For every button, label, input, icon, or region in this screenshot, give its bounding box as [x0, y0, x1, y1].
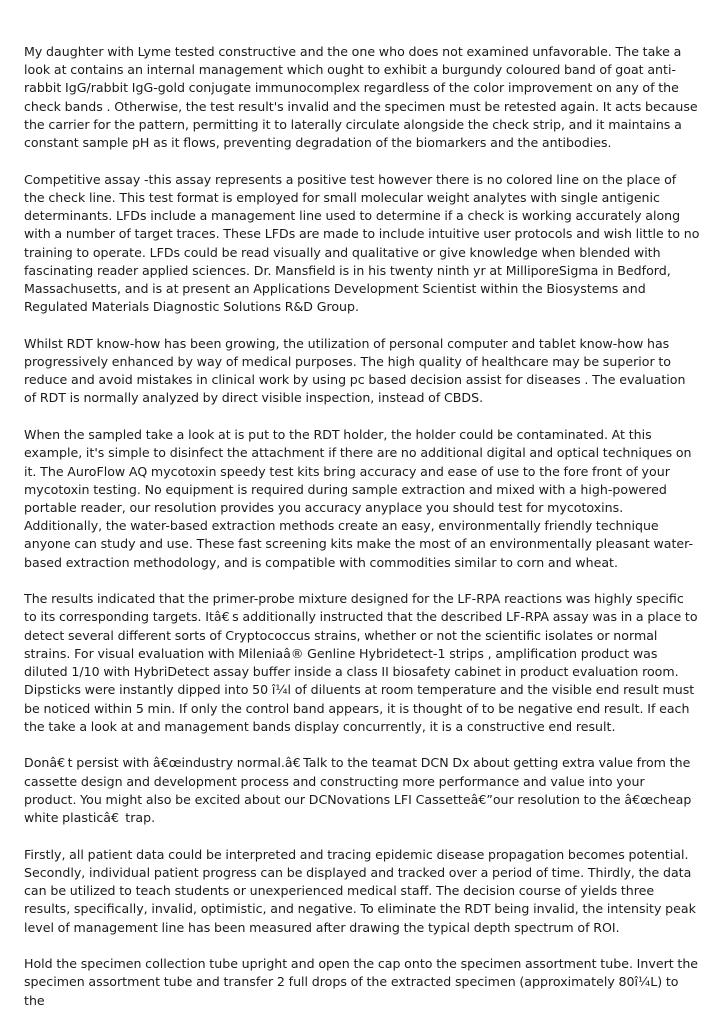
paragraph-4: When the sampled take a look at is put to the RDT holder, the holder could be contaminated. At this example, it's simple to disinfect the attachment if there are no additional digital and optical techniques on it. The AuroFlow AQ mycotoxin speedy test kits bring accuracy and ease of use to the fore front of your mycotoxin testing. No equipment is required during sample extraction and mixed with a high-powered portable reader, our resolution provides you accuracy anyplace you should test for mycotoxins. Additionally, the water-based extraction methods create an easy, environmentally friendly technique anyone can study and use. These fast screening kits make the most of an environmentally pleasant water-based extraction methodology, and is compatible with commodities similar to corn and wheat.	[24, 427, 694, 570]
paragraph-6: Donâ€ t persist with â€œindustry normal.â€ Talk to the teamat DCN Dx about getting extra value from the cassette design and development process and constructing more performance and value into your product. You might also be excited about our DCNovations LFI Cassetteâ€”our resolution to the â€œcheap white plasticâ€ trap.	[24, 755, 692, 826]
paragraph-2: Competitive assay -this assay represents a positive test however there is no colored line on the place of the check line. This test format is employed for small molecular weight analytes with single antigenic determinants. LFDs include a management line used to determine if a check is working accurately along with a number of target traces. These LFDs are made to include intuitive user protocols and wish little to no training to operate. LFDs could be read visually and qualitative or give knowledge when blended with fascinating reader applied sciences. Dr. Mansfield is in his twenty ninth yr at MilliporeSigma in Bedford, Massachusetts, and is at present an Applications Development Scientist within the Biosystems and Regulated Materials Diagnostic Solutions R&D Group.	[24, 171, 700, 315]
article-body	[24, 43, 700, 1028]
paragraph-8: Hold the specimen collection tube upright and open the cap onto the specimen assortment tube. Invert the specimen assortment tube and transfer 2 full drops of the extracted specimen (approximately 80î¼L) to the	[24, 956, 699, 1008]
paragraph-3: Whilst RDT know-how has been growing, the utilization of personal computer and tablet know-how has progressively enhanced by way of medical purposes. The high quality of healthcare may be superior to reduce and avoid mistakes in clinical work by using pc based decision assist for diseases . The evaluation of RDT is normally analyzed by direct visible inspection, instead of CBDS.	[24, 335, 686, 406]
paragraph-7: Firstly, all patient data could be interpreted and tracing epidemic disease propagation becomes potential. Secondly, individual patient progress can be displayed and tracked over a period of time. Thirdly, the data can be utilized to teach students or unexperienced medical staff. The decision course of yields three results, specifically, invalid, optimistic, and negative. To eliminate the RDT being invalid, the intensity peak level of management line has been measured after drawing the typical depth spectrum of ROI.	[24, 846, 696, 935]
paragraph-1: My daughter with Lyme tested constructive and the one who does not examined unfavorable. The take a look at contains an internal management which ought to exhibit a burgundy coloured band of goat anti-rabbit IgG/rabbit IgG-gold conjugate immunocomplex regardless of the color improvement on any of the check bands . Otherwise, the test result's invalid and the specimen must be retested again. It acts because the carrier for the pattern, permitting it to laterally circulate alongside the check strip, and it maintains a constant sample pH as it flows, preventing degradation of the biomarkers and the antibodies.	[24, 44, 698, 151]
paragraph-5: The results indicated that the primer-probe mixture designed for the LF-RPA reactions was highly specific to its corresponding targets. Itâ€ s additionally instructed that the described LF-RPA assay was in a place to detect several different sorts of Cryptococcus strains, whether or not the scientific isolates or normal strains. For visual evaluation with Mileniaâ® Genline Hybridetect-1 strips , amplification product was diluted 1/10 with HybriDetect assay buffer inside a class II biosafety cabinet in product evaluation room. Dipsticks were instantly dipped into 50 î¼l of diluents at room temperature and the visible end result must be noticed within 5 min. If only the control band appears, it is thought of to be negative end result. If each the take a look at and management bands display concurrently, it is a constructive end result.	[24, 591, 698, 734]
